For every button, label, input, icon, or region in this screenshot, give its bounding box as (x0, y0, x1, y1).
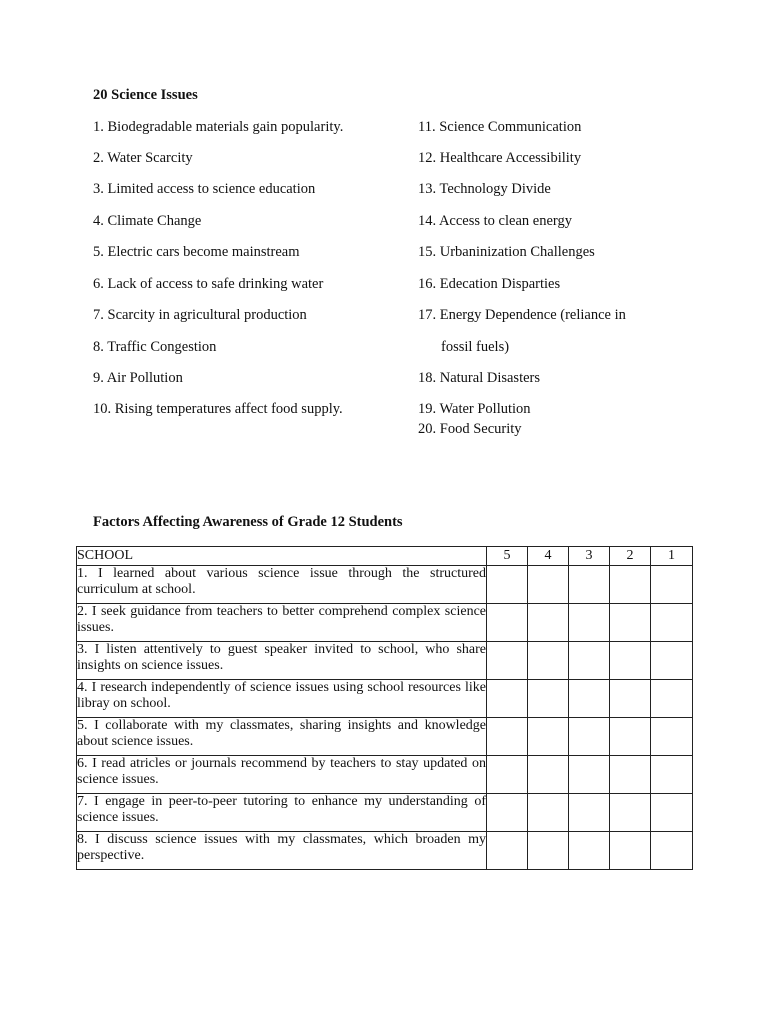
rating-cell-2[interactable] (610, 756, 651, 794)
issue-item: 1. Biodegradable materials gain popularity. (93, 119, 344, 135)
statement-cell: 6. I read atricles or journals recommend by teachers to stay updated on science issues. (77, 756, 487, 794)
rating-cell-3[interactable] (569, 604, 610, 642)
rating-cell-1[interactable] (651, 794, 693, 832)
statement-cell: 3. I listen attentively to guest speaker invited to school, who share insights on science issues. (77, 642, 487, 680)
statement-cell: 5. I collaborate with my classmates, sharing insights and knowledge about science issues. (77, 718, 487, 756)
table-row (77, 566, 693, 604)
rating-cell-1[interactable] (651, 756, 693, 794)
header-3: 3 (569, 547, 610, 566)
issue-item: 19. Water Pollution (418, 401, 531, 417)
issue-item: 2. Water Scarcity (93, 150, 193, 166)
issue-item: 15. Urbaninization Challenges (418, 244, 595, 260)
rating-cell-2[interactable] (610, 642, 651, 680)
rating-cell-1[interactable] (651, 718, 693, 756)
statement-cell: 2. I seek guidance from teachers to better comprehend complex science issues. (77, 604, 487, 642)
issue-item: 11. Science Communication (418, 119, 582, 135)
rating-cell-2[interactable] (610, 718, 651, 756)
issue-item: 4. Climate Change (93, 213, 202, 229)
statement-cell: 4. I research independently of science issues using school resources like libray on school. (77, 680, 487, 718)
factors-table (76, 546, 693, 870)
rating-cell-4[interactable] (528, 680, 569, 718)
table-row (77, 794, 693, 832)
issue-item: 17. Energy Dependence (reliance in (418, 307, 626, 323)
header-1: 1 (651, 547, 693, 566)
rating-cell-4[interactable] (528, 566, 569, 604)
issue-item: 8. Traffic Congestion (93, 339, 217, 355)
rating-cell-5[interactable] (487, 832, 528, 870)
rating-cell-2[interactable] (610, 794, 651, 832)
issue-item-continuation: fossil fuels) (441, 339, 510, 355)
rating-cell-1[interactable] (651, 680, 693, 718)
issue-item: 18. Natural Disasters (418, 370, 541, 386)
rating-cell-5[interactable] (487, 642, 528, 680)
factors-title: Factors Affecting Awareness of Grade 12 Students (93, 514, 403, 530)
statement-cell: 7. I engage in peer-to-peer tutoring to enhance my understanding of science issues. (77, 794, 487, 832)
rating-cell-3[interactable] (569, 566, 610, 604)
rating-cell-1[interactable] (651, 604, 693, 642)
rating-cell-5[interactable] (487, 756, 528, 794)
issue-item: 9. Air Pollution (93, 370, 183, 386)
rating-cell-4[interactable] (528, 604, 569, 642)
issue-item: 3. Limited access to science education (93, 181, 316, 197)
issue-item: 5. Electric cars become mainstream (93, 244, 300, 260)
rating-cell-5[interactable] (487, 566, 528, 604)
rating-cell-5[interactable] (487, 604, 528, 642)
rating-cell-4[interactable] (528, 718, 569, 756)
rating-cell-5[interactable] (487, 718, 528, 756)
rating-cell-3[interactable] (569, 832, 610, 870)
issue-item: 12. Healthcare Accessibility (418, 150, 582, 166)
rating-cell-2[interactable] (610, 832, 651, 870)
header-5: 5 (487, 547, 528, 566)
rating-cell-4[interactable] (528, 756, 569, 794)
rating-cell-4[interactable] (528, 642, 569, 680)
rating-cell-3[interactable] (569, 680, 610, 718)
table-row (77, 756, 693, 794)
header-4: 4 (528, 547, 569, 566)
rating-cell-3[interactable] (569, 756, 610, 794)
issues-title: 20 Science Issues (93, 87, 198, 103)
table-row (77, 718, 693, 756)
rating-cell-5[interactable] (487, 680, 528, 718)
rating-cell-3[interactable] (569, 642, 610, 680)
rating-cell-3[interactable] (569, 718, 610, 756)
rating-cell-4[interactable] (528, 832, 569, 870)
issue-item: 14. Access to clean energy (418, 213, 572, 229)
statement-cell: 8. I discuss science issues with my classmates, which broaden my perspective. (77, 832, 487, 870)
rating-cell-2[interactable] (610, 604, 651, 642)
rating-cell-2[interactable] (610, 680, 651, 718)
rating-cell-1[interactable] (651, 832, 693, 870)
issue-item: 6. Lack of access to safe drinking water (93, 276, 324, 292)
rating-cell-5[interactable] (487, 794, 528, 832)
issue-item: 20. Food Security (418, 421, 522, 437)
header-school: SCHOOL (77, 547, 487, 566)
issue-item: 7. Scarcity in agricultural production (93, 307, 307, 323)
rating-cell-3[interactable] (569, 794, 610, 832)
issue-item: 10. Rising temperatures affect food supply. (93, 401, 343, 417)
rating-cell-1[interactable] (651, 642, 693, 680)
table-row (77, 680, 693, 718)
rating-cell-2[interactable] (610, 566, 651, 604)
rating-cell-4[interactable] (528, 794, 569, 832)
table-row (77, 642, 693, 680)
issue-item: 13. Technology Divide (418, 181, 551, 197)
table-header-row (77, 547, 693, 566)
table-row (77, 604, 693, 642)
header-2: 2 (610, 547, 651, 566)
issue-item: 16. Edecation Disparties (418, 276, 561, 292)
table-row (77, 832, 693, 870)
statement-cell: 1. I learned about various science issue through the structured curriculum at school. (77, 566, 487, 604)
rating-cell-1[interactable] (651, 566, 693, 604)
